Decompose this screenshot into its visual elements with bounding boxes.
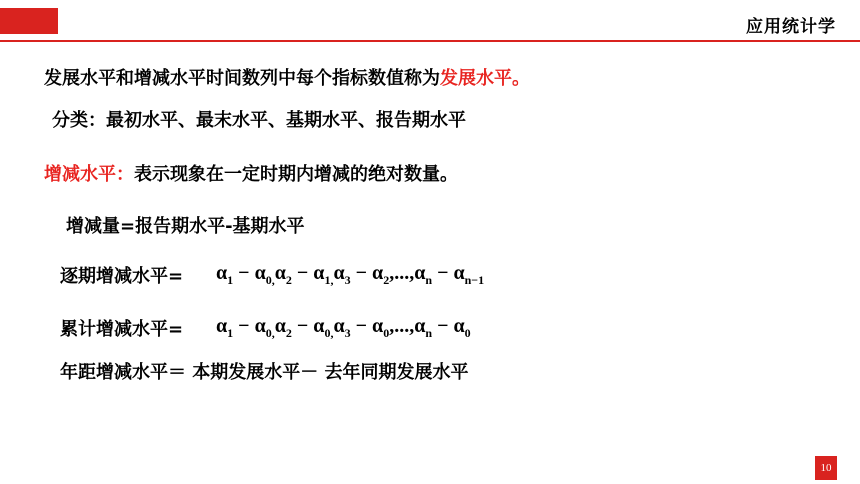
successive-change-formula: $\alpha_1 - \alpha_{0,}\alpha_2 - \alpha_{1,}\alpha_3 - \alpha_2,...,\alpha_n - \alpha_{n-1}$ [216, 262, 485, 287]
change-definition: 表示现象在一定时期内增减的绝对数量。 [134, 164, 458, 185]
definition-term: 发展水平。 [440, 68, 530, 89]
header-divider [0, 40, 860, 42]
cumulative-change-label: 累计增减水平= [60, 319, 184, 340]
change-term: 增减水平： [44, 164, 134, 185]
definition-text: 发展水平和增减水平时间数列中每个指标数值称为 [44, 68, 440, 89]
definition-line [44, 64, 530, 90]
page-number: 10 [815, 456, 837, 480]
change-definition-line [44, 160, 458, 186]
header-accent-block [0, 8, 58, 34]
cumulative-change-formula: $\alpha_1 - \alpha_{0,}\alpha_2 - \alpha_{0,}\alpha_3 - \alpha_0,...,\alpha_n - \alpha_0$ [216, 315, 471, 340]
classification-line: 分类：最初水平、最末水平、基期水平、报告期水平 [52, 110, 466, 131]
year-over-year-change: 年距增减水平＝ 本期发展水平－ 去年同期发展水平 [60, 362, 469, 383]
successive-change-label: 逐期增减水平= [60, 266, 184, 287]
course-title: 应用统计学 [746, 17, 836, 37]
change-formula: 增减量=报告期水平-基期水平 [66, 216, 305, 237]
